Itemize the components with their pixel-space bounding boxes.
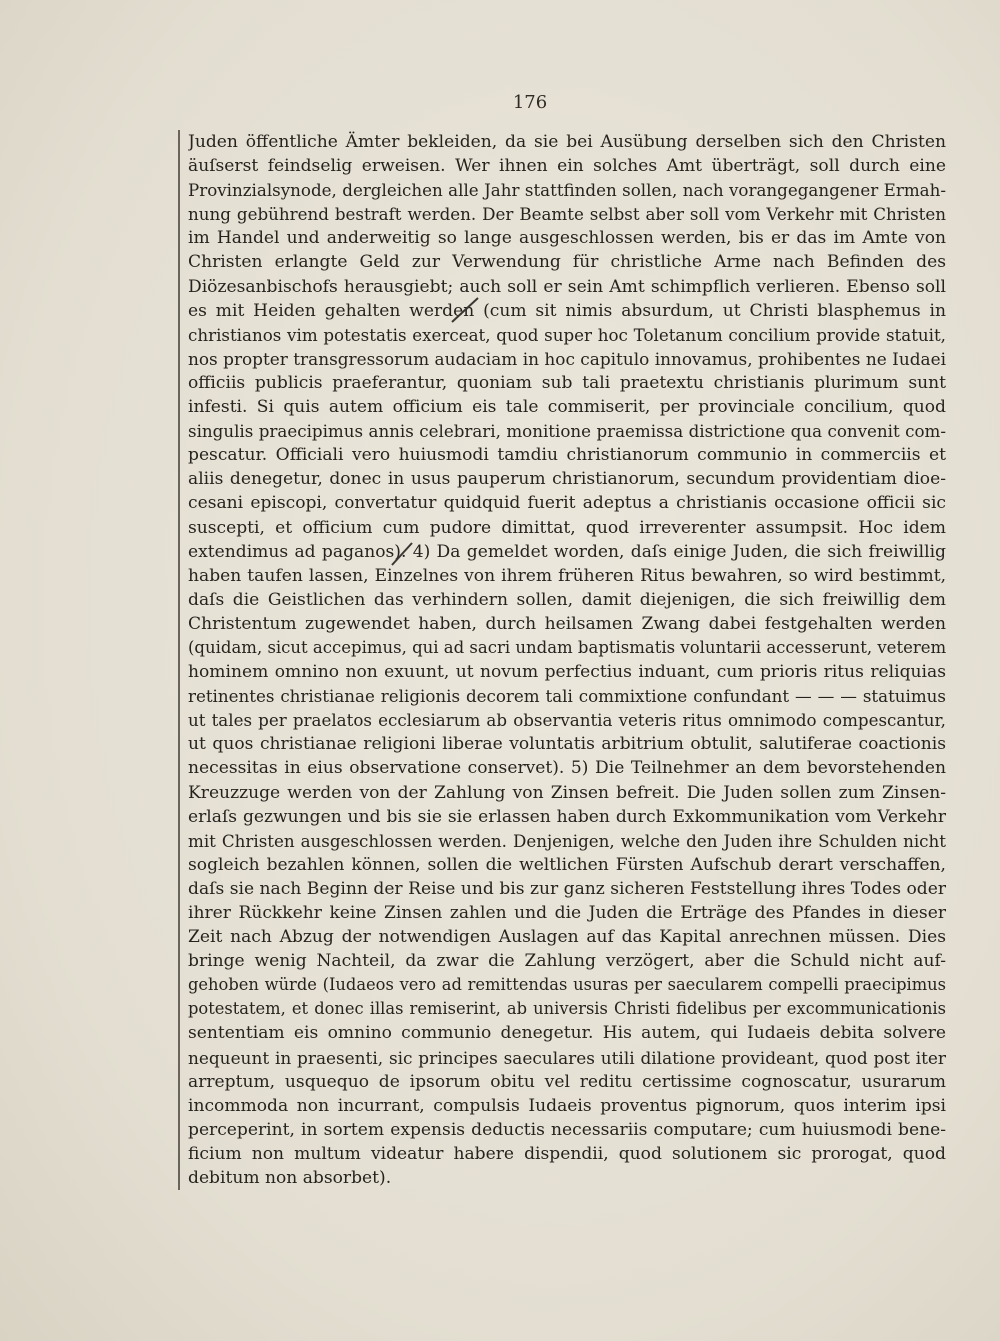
text-line: Zeit nach Abzug der notwendigen Auslagen auf das Kapital anrechnen müssen. Dies: [188, 927, 946, 948]
body-text: [188, 130, 946, 1190]
text-line: aliis denegetur, donec in usus pauperum christianorum, secundum providentiam dioe-: [188, 469, 946, 490]
text-line: suscepti, et officium cum pudore dimittat, quod irreverenter assumpsit. Hoc idem: [188, 517, 946, 538]
text-line: Kreuzzuge werden von der Zahlung von Zinsen befreit. Die Juden sollen zum Zinsen-: [188, 782, 946, 803]
text-line: hominem omnino non exuunt, ut novum perfectius induant, cum prioris ritus reliquias: [188, 662, 946, 683]
text-line: im Handel und anderweitig so lange ausgeschlossen werden, bis er das im Amte von: [188, 228, 946, 249]
margin-pencil-line: [178, 130, 180, 1190]
text-line: potestatem, et donec illas remiserint, ab universis Christi fidelibus per excommunicationis: [188, 999, 946, 1019]
text-line: debitum non absorbet).: [188, 1168, 392, 1189]
text-line: Juden öffentliche Ämter bekleiden, da sie bei Ausübung derselben sich den Christen: [188, 132, 946, 152]
text-line: Diözesanbischofs herausgiebt; auch soll er sein Amt schimpflich verlieren. Ebenso soll: [188, 276, 946, 297]
text-line: daſs die Geistlichen das verhindern sollen, damit diejenigen, die sich freiwillig dem: [188, 589, 946, 610]
text-line: nung gebührend bestraft werden. Der Beamte selbst aber soll vom Verkehr mit Christen: [188, 204, 946, 225]
text-line: arreptum, usquequo de ipsorum obitu vel reditu certissime cognoscatur, usurarum: [188, 1071, 946, 1092]
text-line: mit Christen ausgeschlossen werden. Denjenigen, welche den Juden ihre Schulden nicht: [188, 830, 946, 851]
text-line: erlaſs gezwungen und bis sie sie erlassen haben durch Exkommunikation vom Verkehr: [188, 806, 946, 827]
text-line: haben taufen lassen, Einzelnes von ihrem früheren Ritus bewahren, so wird bestimmt,: [188, 565, 946, 586]
text-line: pescatur. Officiali vero huiusmodi tamdiu christianorum communio in commerciis et: [188, 445, 946, 466]
text-line: es mit Heiden gehalten werden (cum sit nimis absurdum, ut Christi blasphemus in: [188, 300, 946, 321]
text-line: officiis publicis praeferantur, quoniam sub tali praetextu christianis plurimum sunt: [188, 372, 946, 393]
text-line: ut tales per praelatos ecclesiarum ab observantia veteris ritus omnimodo compescantur,: [188, 710, 946, 731]
text-line: Christen erlangte Geld zur Verwendung für christliche Arme nach Befinden des: [188, 252, 946, 273]
text-line: (quidam, sicut accepimus, qui ad sacri undam baptismatis voluntarii accesserunt, veterem: [188, 637, 946, 657]
text-line: ihrer Rückkehr keine Zinsen zahlen und die Juden die Erträge des Pfandes in dieser: [188, 903, 946, 923]
text-line: necessitas in eius observatione conservet). 5) Die Teilnehmer an dem bevorstehenden: [188, 758, 946, 779]
text-line: singulis praecipimus annis celebrari, monitione praemissa districtione qua convenit com-: [188, 421, 946, 442]
text-line: nos propter transgressorum audaciam in hoc capitulo innovamus, prohibentes ne Iudaei: [188, 348, 946, 369]
text-line: incommoda non incurrant, compulsis Iudaeis proventus pignorum, quos interim ipsi: [188, 1095, 946, 1116]
text-line: sogleich bezahlen können, sollen die weltlichen Fürsten Aufschub derart verschaffen,: [188, 854, 946, 875]
text-line: daſs sie nach Beginn der Reise und bis zur ganz sicheren Feststellung ihres Todes oder: [188, 878, 946, 899]
text-line: Provinzialsynode, dergleichen alle Jahr stattfinden sollen, nach vorangegangener Ermah-: [188, 180, 946, 201]
text-line: äuſserst feindselig erweisen. Wer ihnen ein solches Amt überträgt, soll durch eine: [188, 156, 946, 177]
page-number: 176: [512, 92, 548, 113]
text-line: retinentes christianae religionis decorem tali commixtione confundant — — — statuimus: [188, 686, 946, 707]
text-line: perceperint, in sortem expensis deductis necessariis computare; cum huiusmodi bene-: [188, 1119, 946, 1140]
text-line: extendimus ad paganos). 4) Da gemeldet worden, daſs einige Juden, die sich freiwillig: [188, 541, 946, 562]
text-line: ficium non multum videatur habere dispendii, quod solutionem sic prorogat, quod: [188, 1143, 946, 1164]
text-line: nequeunt in praesenti, sic principes saeculares utili dilatione provideant, quod post iter: [188, 1047, 946, 1068]
text-line: infesti. Si quis autem officium eis tale commiserit, per provinciale concilium, quod: [188, 397, 946, 418]
text-line: bringe wenig Nachteil, da zwar die Zahlung verzögert, aber die Schuld nicht auf-: [188, 951, 946, 972]
text-line: cesani episcopi, convertatur quidquid fuerit adeptus a christianis occasione officii sic: [188, 493, 946, 514]
text-line: gehoben würde (Iudaeos vero ad remittendas usuras per saecularem compelli praecipimus: [188, 975, 946, 995]
text-line: ut quos christianae religioni liberae voluntatis arbitrium obtulit, salutiferae coactionis: [188, 734, 946, 755]
text-line: Christentum zugewendet haben, durch heilsamen Zwang dabei festgehalten werden: [188, 613, 946, 634]
text-line: sententiam eis omnino communio denegetur. His autem, qui Iudaeis debita solvere: [188, 1023, 946, 1044]
text-line: christianos vim potestatis exerceat, quod super hoc Toletanum concilium provide statuit,: [188, 324, 946, 345]
